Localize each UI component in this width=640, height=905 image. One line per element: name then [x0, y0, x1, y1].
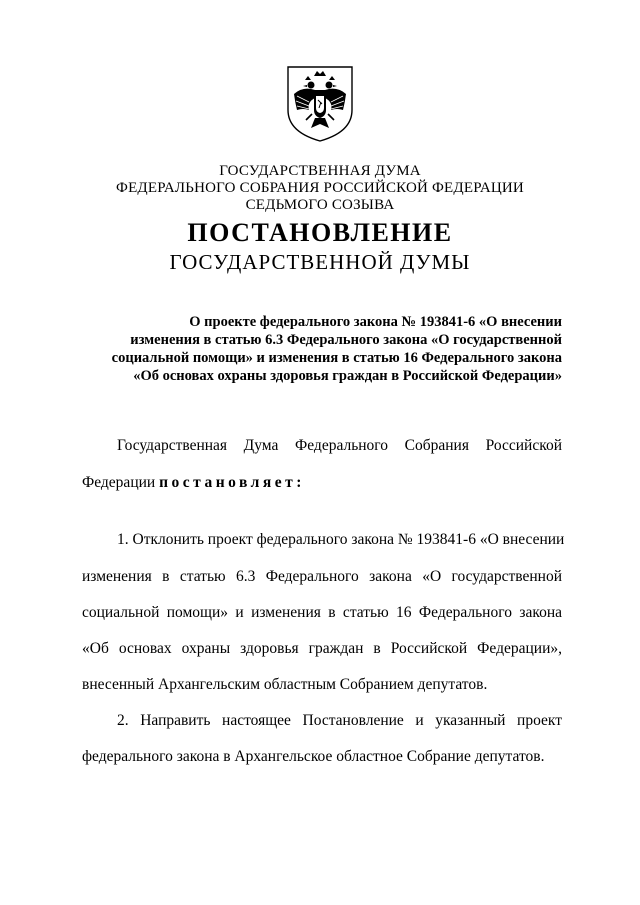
document-author-title: ГОСУДАРСТВЕННОЙ ДУМЫ: [169, 250, 471, 274]
preamble-resolves-word: постановляет:: [159, 474, 305, 491]
preamble-line-resolves: [82, 473, 562, 493]
item-1-line: 1. Отклонить проект федерального закона № 193841-6 «О внесении: [117, 531, 565, 548]
subject-line: О проекте федерального закона № 193841-6 «О внесении: [189, 314, 562, 330]
header-line-state-duma: ГОСУДАРСТВЕННАЯ ДУМА: [219, 163, 421, 179]
header-line-federal-assembly: ФЕДЕРАЛЬНОГО СОБРАНИЯ РОССИЙСКОЙ ФЕДЕРАЦИИ: [116, 180, 524, 196]
item-2-line: федерального закона в Архангельское областное Собрание депутатов.: [82, 748, 545, 765]
header-line-convocation: СЕДЬМОГО СОЗЫВА: [245, 197, 395, 213]
preamble-text: Федерации: [82, 474, 160, 491]
subject-line: социальной помощи» и изменения в статью 16 Федерального закона: [111, 350, 562, 366]
subject-line: «Об основах охраны здоровья граждан в Российской Федерации»: [133, 368, 562, 384]
item-1-line: внесенный Архангельским областным Собранием депутатов.: [82, 676, 488, 693]
item-2-line: 2. Направить настоящее Постановление и указанный проект: [117, 712, 562, 729]
subject-line: изменения в статью 6.3 Федерального закона «О государственной: [130, 332, 562, 348]
item-1-line: социальной помощи» и изменения в статью 16 Федерального закона: [82, 604, 562, 621]
item-1-line: изменения в статью 6.3 Федерального закона «О государственной: [82, 568, 562, 585]
coat-of-arms-icon: [285, 64, 355, 144]
preamble-line: Государственная Дума Федерального Собрания Российской: [117, 437, 562, 454]
document-subject: [90, 313, 562, 385]
document-type-title: ПОСТАНОВЛЕНИЕ: [187, 218, 453, 247]
item-1-line: «Об основах охраны здоровья граждан в Российской Федерации»,: [82, 640, 562, 657]
